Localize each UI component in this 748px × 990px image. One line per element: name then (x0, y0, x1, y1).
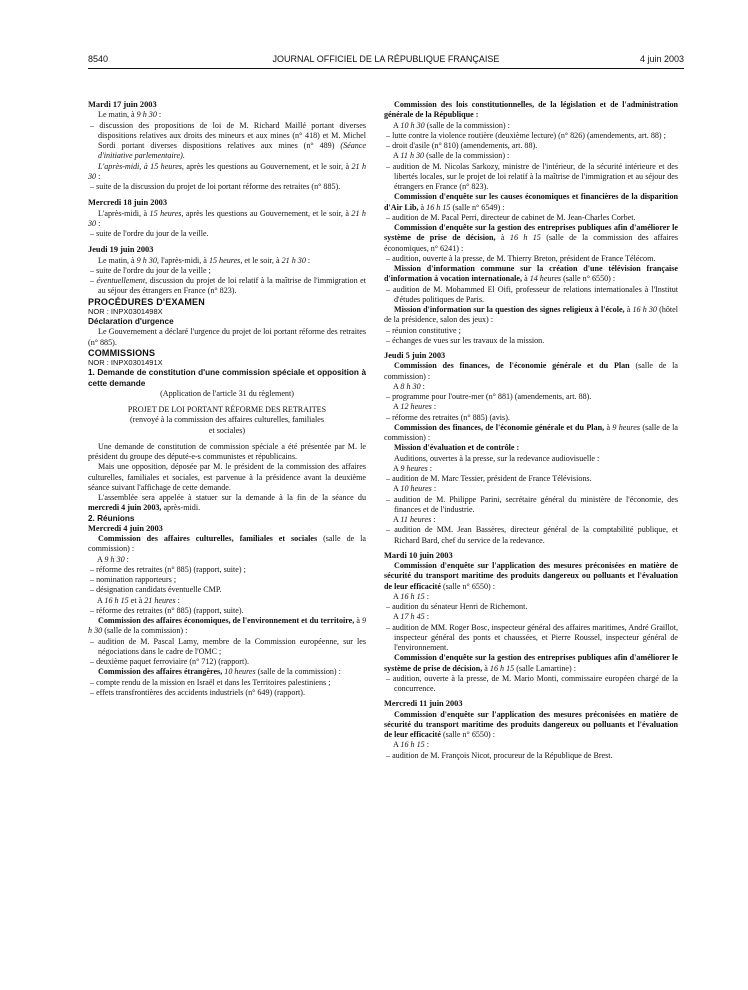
agenda-item: – audition de MM. Roger Bosc, inspecteur général des affaires maritimes, André Graillot, inspecteur général des ponts et chaussées, et Pierre Roussel, inspecteur général de l'environnement. (386, 622, 678, 652)
left-column (88, 100, 366, 698)
agenda-item: – audition de M. Pascal Lamy, membre de la Commission européenne, sur les négociations dans le cadre de l'OMC ; (90, 636, 366, 656)
header-rule (88, 68, 684, 69)
agenda-item: – discussion des propositions de loi de M. Richard Maillé portant diverses dispositions relatives aux droits des mineurs et aux mines (n° 418) et M. Michel Sordi portant diverses dispositions relatives aux mines (n° 489) (Séance d'initiative parlementaire). (90, 120, 366, 161)
body-text: Auditions, ouvertes à la presse, sur la redevance audiovisuelle : (394, 453, 600, 463)
agenda-item: – droit d'asile (n° 810) (amendements, art. 88). (386, 141, 538, 150)
agenda-item: – effets transfrontières des accidents industriels (n° 649) (rapport). (90, 687, 306, 697)
commission-entry: Commission des finances, de l'économie générale et du Plan, à 9 heures (salle de la commission) : (384, 422, 679, 442)
agenda-item: – audition, ouverte à la presse, de M. Thierry Breton, président de France Télécom. (386, 253, 656, 263)
day-heading: Jeudi 19 juin 2003 (88, 245, 154, 255)
nor-reference: NOR : INPX0301498X (88, 306, 163, 316)
bill-title: PROJET DE LOI PORTANT RÉFORME DES RETRAITES (127, 405, 327, 414)
numbered-heading: 2. Réunions (88, 513, 135, 523)
commission-entry: Mission d'information commune sur la création d'une télévision française d'information à vocation internationale, à 14 heures (salle n° 6550) : (384, 264, 678, 284)
nor-reference: NOR : INPX0301491X (88, 358, 163, 367)
time-line: A 10 heures : (393, 484, 437, 494)
agenda-item: – nomination rapporteurs ; (90, 575, 177, 584)
session-times: Le matin, à 9 h 30 : (98, 110, 162, 120)
agenda-item: – audition de M. François Nicot, procureur de la République de Brest. (386, 750, 613, 760)
commission-entry: Commission des affaires étrangères, 10 heures (salle de la commission) : (98, 667, 341, 677)
time-line: A 8 h 30 : (393, 381, 425, 391)
day-heading: Jeudi 5 juin 2003 (384, 351, 446, 360)
agenda-item: – éventuellement, discussion du projet de loi relatif à la maîtrise de l'immigration et au séjour des étrangers en France (n° 823). (90, 276, 366, 296)
body-text: Mais une opposition, déposée par M. le président de la commission des affaires culturelles, familiales et sociales, est parvenue à la présidence avant la deuxième séance suivant l'affichage de cette demande. (88, 462, 366, 492)
commission-entry: Commission des affaires économiques, de l'environnement et du territoire, à 9 h 30 (salle de la commission) : (88, 616, 367, 636)
time-line: A 16 h 15 : (393, 591, 429, 601)
commission-entry: Commission des finances, de l'économie générale et du Plan (salle de la commission) : (384, 361, 679, 381)
day-heading: Mardi 17 juin 2003 (88, 100, 157, 109)
commission-entry: Commission d'enquête sur la gestion des entreprises publiques afin d'améliorer le système de prise de décision, à 16 h 15 (salle de la commission des affaires économiques, n° 6241) : (384, 223, 679, 253)
agenda-item: – réforme des retraites (n° 885) (avis). (386, 412, 510, 422)
time-line: A 10 h 30 (salle de la commission) : (393, 120, 510, 130)
session-times: Le matin, à 9 h 30, l'après-midi, à 15 heures, et le soir, à 21 h 30 : (98, 255, 311, 265)
section-heading-commissions: COMMISSIONS (88, 347, 156, 358)
page-number: 8540 (88, 54, 109, 64)
commission-entry: Commission d'enquête sur les causes économiques et financières de la disparition d'Air Lib, à 16 h 15 (salle n° 6549) : (384, 192, 678, 212)
commission-entry: Commission des affaires culturelles, familiales et sociales (salle de la commission) : (88, 534, 367, 554)
agenda-item: – suite de l'ordre du jour de la veille ; (90, 265, 211, 275)
agenda-item: – suite de la discussion du projet de loi portant réforme des retraites (n° 885). (90, 182, 341, 191)
time-line: A 9 heures : (393, 463, 433, 473)
day-heading: Mardi 10 juin 2003 (384, 550, 453, 560)
commission-entry: Commission d'enquête sur la gestion des entreprises publiques afin d'améliorer le système de prise de décision, à 16 h 15 (salle Lamartine) : (384, 653, 678, 673)
journal-title: JOURNAL OFFICIEL DE LA RÉPUBLIQUE FRANÇAISE (272, 54, 500, 64)
time-line: A 11 heures : (393, 515, 436, 524)
agenda-item: – audition de MM. Jean Bassères, directeur général de la comptabilité publique, et Richard Bard, chef du service de la redevance. (386, 525, 678, 545)
agenda-item: – audition, ouverte à la presse, de M. Mario Monti, commissaire européen chargé de la concurrence. (386, 673, 678, 693)
bill-referral: (renvoyé à la commission des affaires culturelles, familiales et sociales) (129, 415, 325, 435)
numbered-heading: 1. Demande de constitution d'une commission spéciale et opposition à cette demande (88, 368, 366, 388)
commission-entry: Commission d'enquête sur l'application des mesures préconisées en matière de sécurité du transport maritime des produits dangereux ou polluants et l'évaluation de leur efficacité (salle n° 6550) : (384, 709, 678, 739)
commission-entry: Mission d'information sur la question des signes religieux à l'école, à 16 h 30 (hôtel de la présidence, salon des jeux) : (384, 305, 679, 325)
time-line: A 9 h 30 : (97, 554, 129, 564)
reference-line: (Application de l'article 31 du règlement) (160, 388, 294, 398)
agenda-item: – échanges de vues sur les travaux de la mission. (386, 335, 545, 345)
issue-date: 4 juin 2003 (639, 54, 684, 64)
right-column (384, 100, 678, 761)
commission-entry: Commission des lois constitutionnelles, de la législation et de l'administration générale de la République : (384, 100, 678, 120)
time-line: A 12 heures : (393, 402, 437, 412)
agenda-item: – audition du sénateur Henri de Richemont. (386, 602, 528, 611)
agenda-item: – audition de M. Mohammed El Oifi, professeur de relations internationales à l'Institut d'études politiques de Paris. (386, 284, 678, 304)
body-text: Une demande de constitution de commission spéciale a été présentée par M. le président du groupe des député-e-s communistes et républicains. (88, 441, 366, 461)
mission-name: Mission d'évaluation et de contrôle : (394, 443, 520, 453)
time-line: A 16 h 15 et à 21 heures : (97, 595, 180, 605)
agenda-item: – audition de M. Pacal Perri, directeur de cabinet de M. Jean-Charles Corbet. (386, 212, 636, 222)
agenda-item: – réforme des retraites (n° 885) (rapport, suite). (90, 605, 244, 615)
agenda-item: – audition de M. Marc Tessier, président de France Télévisions. (386, 474, 592, 483)
agenda-item: – réunion constitutive ; (386, 325, 461, 335)
session-times: L'après-midi, à 15 heures, après les questions au Gouvernement, et le soir, à 21 h 30 : (88, 161, 366, 181)
agenda-item: – programme pour l'outre-mer (n° 881) (amendements, art. 88). (386, 392, 592, 401)
time-line: A 16 h 15 : (393, 740, 429, 750)
day-heading: Mercredi 18 juin 2003 (88, 198, 168, 208)
agenda-item: – deuxième paquet ferroviaire (n° 712) (rapport). (90, 657, 249, 666)
agenda-item: – suite de l'ordre du jour de la veille. (90, 229, 209, 238)
body-text: L'assemblée sera appelée à statuer sur la demande à la fin de la séance du mercredi 4 juin 2003, après-midi. (88, 493, 366, 513)
agenda-item: – réforme des retraites (n° 885) (rapport, suite) ; (90, 564, 246, 574)
subheading: Déclaration d'urgence (88, 317, 174, 326)
time-line: A 17 h 45 : (393, 612, 429, 622)
page-header (88, 54, 684, 68)
day-heading: Mercredi 11 juin 2003 (384, 699, 463, 709)
body-text: Le Gouvernement a déclaré l'urgence du projet de loi portant réforme des retraites (n° 885). (88, 327, 366, 347)
commission-entry: Commission d'enquête sur l'application des mesures préconisées en matière de sécurité du transport maritime des produits dangereux ou polluants et l'évaluation de leur efficacité (salle n° 6550) : (384, 561, 678, 591)
agenda-item: – audition de M. Nicolas Sarkozy, ministre de l'intérieur, de la sécurité intérieure et des libertés locales, sur le projet de loi relatif à la maîtrise de l'immigration et au séjour des étrangers en France (n° 823). (386, 161, 678, 191)
day-heading: Mercredi 4 juin 2003 (88, 523, 163, 533)
agenda-item: – audition de M. Philippe Parini, secrétaire général du ministère de l'économie, des finances et de l'industrie. (386, 494, 678, 514)
agenda-item: – lutte contre la violence routière (deuxième lecture) (n° 826) (amendements, art. 88) ; (386, 130, 666, 140)
agenda-item: – compte rendu de la mission en Israël et dans les Territoires palestiniens ; (90, 677, 331, 687)
section-heading-procedures: PROCÉDURES D'EXAMEN (88, 296, 205, 307)
session-times: L'après-midi, à 15 heures, après les questions au Gouvernement, et le soir, à 21 h 30 : (88, 208, 366, 228)
time-line: A 11 h 30 (salle de la commission) : (393, 151, 510, 161)
agenda-item: – désignation candidats éventuelle CMP. (90, 585, 222, 595)
